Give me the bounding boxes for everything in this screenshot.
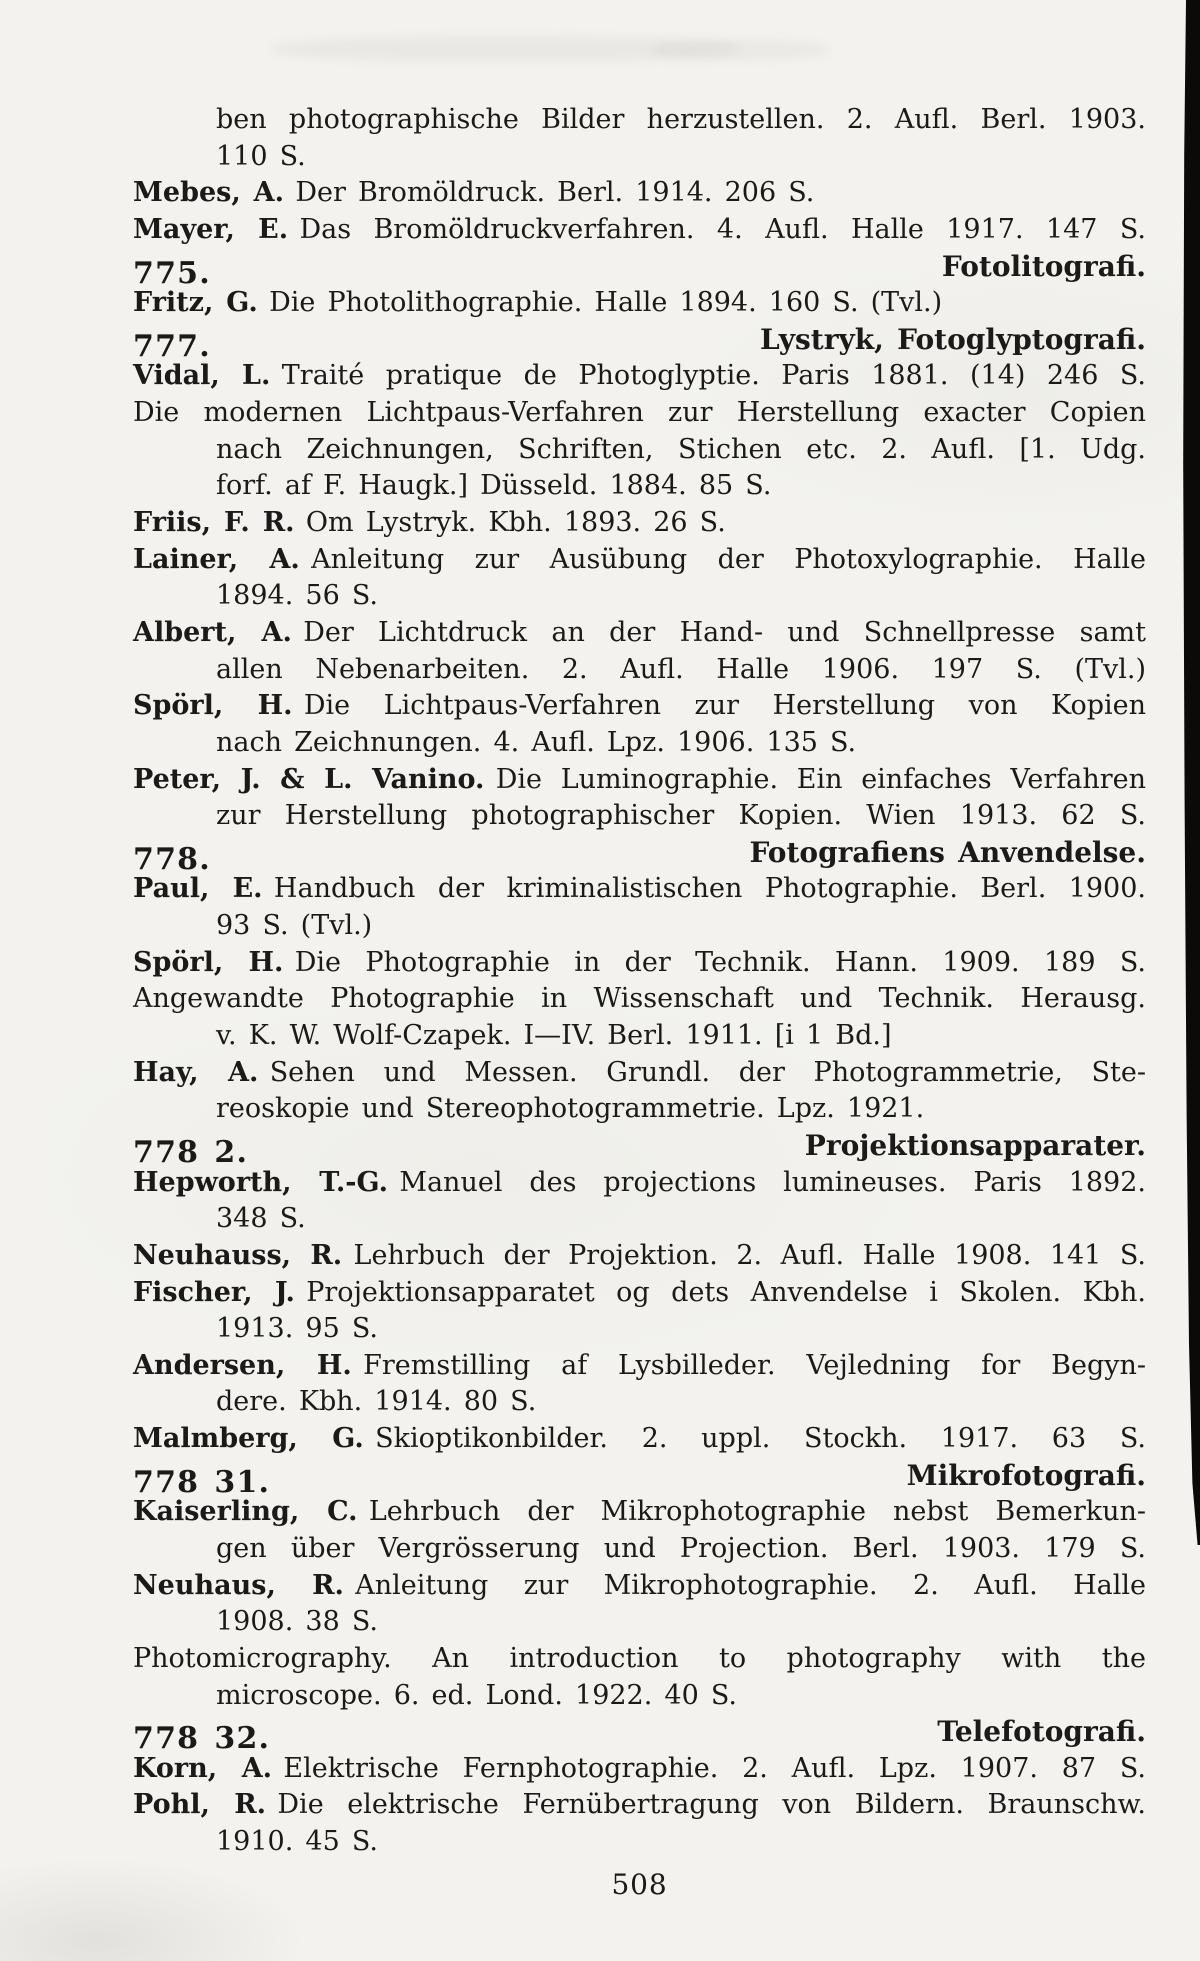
author-name: Neuhauss, R. (133, 1239, 343, 1271)
entry-text: Lehrbuch der Mikrophotographie nebst Bemerkun- (368, 1496, 1147, 1528)
entry-text: allen Nebenarbeiten. 2. Aufl. Halle 1906. 197 S. (Tvl.) (216, 653, 1146, 685)
entry-text: Manuel des projections lumineuses. Paris 1892. (399, 1166, 1146, 1198)
author-name: Andersen, H. (133, 1349, 352, 1381)
entry-line (133, 1421, 1146, 1458)
author-name: Lainer, A. (133, 543, 300, 575)
entry-continuation-line (133, 1531, 1146, 1568)
author-name: Fritz, G. (133, 287, 258, 319)
author-name: Fischer, J. (133, 1276, 295, 1308)
entry-line (133, 395, 1146, 432)
entry-line (133, 871, 1146, 908)
author-name: Kaiserling, C. (133, 1496, 358, 1528)
entry-text: 348 S. (216, 1203, 306, 1235)
entry-continuation-line (133, 139, 1146, 176)
entry-text: Die Photolithographie. Halle 1894. 160 S. (Tvl.) (269, 287, 943, 319)
page-number: 508 (611, 1868, 668, 1901)
entry-text: Der Bromöldruck. Berl. 1914. 206 S. (295, 177, 815, 209)
section-number: 778. (133, 841, 211, 877)
entry-text: Die Photographie in der Technik. Hann. 1909. 189 S. (294, 946, 1146, 978)
entry-text: dere. Kbh. 1914. 80 S. (216, 1386, 537, 1418)
entry-text: nach Zeichnungen, Schriften, Stichen etc. 2. Aufl. [1. Udg. (216, 433, 1146, 465)
entry-text: Fremstilling af Lysbilleder. Vejledning for Begyn- (363, 1349, 1146, 1381)
entry-continuation-line (133, 652, 1146, 689)
entry-text: Projektionsapparatet og dets Anvendelse i Skolen. Kbh. (306, 1276, 1146, 1308)
section-title: Telefotografi. (937, 1715, 1146, 1749)
entry-text: 1910. 45 S. (216, 1826, 378, 1858)
author-name: Pohl, R. (133, 1789, 267, 1821)
entry-continuation-line (133, 578, 1146, 615)
entry-text: Lehrbuch der Projektion. 2. Aufl. Halle 1908. 141 S. (353, 1239, 1146, 1271)
author-name: Paul, E. (133, 873, 263, 905)
entry-line (133, 1751, 1146, 1788)
section-title: Fotografiens Anvendelse. (749, 835, 1146, 869)
entry-text: gen über Vergrösserung und Projection. Berl. 1903. 179 S. (216, 1532, 1146, 1564)
bibliography-text-block (133, 102, 1146, 1861)
author-name: Peter, J. & L. Vanino. (133, 763, 485, 795)
entry-continuation-line (133, 1384, 1146, 1421)
section-heading-row (133, 835, 1146, 877)
entry-continuation-line (133, 1091, 1146, 1128)
entry-text: Skioptikonbilder. 2. uppl. Stockh. 1917. 63 S. (375, 1423, 1146, 1455)
entry-line (133, 358, 1146, 395)
entry-line (133, 945, 1146, 982)
section-title: Mikrofotografi. (906, 1458, 1146, 1492)
entry-line (133, 1165, 1146, 1202)
section-title: Projektionsapparater. (804, 1128, 1146, 1162)
entry-continuation-line (133, 468, 1146, 505)
entry-text: Handbuch der kriminalistischen Photographie. Berl. 1900. (273, 873, 1146, 905)
entry-continuation-line (133, 1604, 1146, 1641)
section-number: 778 31. (133, 1464, 271, 1500)
entry-text: reoskopie und Stereophotogrammetrie. Lpz. 1921. (216, 1093, 925, 1125)
entry-line (133, 1787, 1146, 1824)
entry-text: Die Luminographie. Ein einfaches Verfahren (495, 763, 1146, 795)
author-name: Vidal, L. (133, 360, 271, 392)
entry-line (133, 1348, 1146, 1385)
entry-text: zur Herstellung photographischer Kopien. Wien 1913. 62 S. (216, 800, 1146, 832)
entry-continuation-line (133, 1824, 1146, 1861)
entry-text: nach Zeichnungen. 4. Aufl. Lpz. 1906. 135 S. (216, 726, 857, 758)
entry-continuation-line (133, 102, 1146, 139)
author-name: Spörl, H. (133, 946, 284, 978)
entry-continuation-line (133, 1201, 1146, 1238)
entry-text: Angewandte Photographie in Wissenschaft und Technik. Herausg. (133, 983, 1146, 1015)
section-title: Lystryk, Fotoglyptografi. (760, 322, 1146, 356)
entry-continuation-line (133, 1018, 1146, 1055)
entry-line (133, 1641, 1146, 1678)
entry-text: Sehen und Messen. Grundl. der Photogrammetrie, Ste- (269, 1056, 1146, 1088)
author-name: Friis, F. R. (133, 507, 295, 539)
entry-text: 1913. 95 S. (216, 1313, 378, 1345)
entry-continuation-line (133, 1678, 1146, 1715)
entry-text: 1894. 56 S. (216, 580, 378, 612)
entry-line (133, 762, 1146, 799)
entry-continuation-line (133, 908, 1146, 945)
entry-line (133, 981, 1146, 1018)
entry-text: Die elektrische Fernübertragung von Bildern. Braunschw. (277, 1789, 1146, 1821)
entry-text: Photomicrography. An introduction to photography with the (133, 1642, 1146, 1674)
author-name: Mebes, A. (133, 177, 284, 209)
entry-text: 93 S. (Tvl.) (216, 910, 373, 942)
entry-text: Der Lichtdruck an der Hand- und Schnellpresse samt (303, 616, 1147, 648)
author-name: Hepworth, T.-G. (133, 1166, 388, 1198)
author-name: Albert, A. (133, 616, 292, 648)
entry-text: 1908. 38 S. (216, 1606, 378, 1638)
entry-continuation-line (133, 432, 1146, 469)
entry-text: Die modernen Lichtpaus-Verfahren zur Herstellung exacter Copien (133, 397, 1146, 429)
entry-text: 110 S. (216, 140, 306, 172)
section-number: 775. (133, 255, 211, 291)
author-name: Neuhaus, R. (133, 1569, 344, 1601)
entry-continuation-line (133, 1311, 1146, 1348)
entry-text: microscope. 6. ed. Lond. 1922. 40 S. (216, 1679, 737, 1711)
entry-line (133, 212, 1146, 249)
author-name: Spörl, H. (133, 690, 293, 722)
author-name: Hay, A. (133, 1056, 259, 1088)
entry-text: v. K. W. Wolf-Czapek. I—IV. Berl. 1911. [i 1 Bd.] (216, 1020, 892, 1052)
section-heading-row (133, 322, 1146, 364)
entry-line (133, 285, 1146, 322)
entry-text: ben photographische Bilder herzustellen. 2. Aufl. Berl. 1903. (216, 104, 1146, 135)
section-title: Fotolitografi. (941, 249, 1146, 283)
entry-text: Die Lichtpaus-Verfahren zur Herstellung von Kopien (303, 690, 1146, 722)
entry-text: Anleitung zur Ausübung der Photoxylographie. Halle (311, 543, 1146, 575)
section-heading-row (133, 249, 1146, 291)
entry-line (133, 1055, 1146, 1092)
entry-line (133, 1494, 1146, 1531)
entry-continuation-line (133, 725, 1146, 762)
section-heading-row (133, 1714, 1146, 1757)
entry-line (133, 615, 1146, 652)
entry-line (133, 1238, 1146, 1275)
entry-line (133, 542, 1146, 579)
entry-text: Traité pratique de Photoglyptie. Paris 1881. (14) 246 S. (281, 360, 1147, 392)
entry-text: Anleitung zur Mikrophotographie. 2. Aufl. Halle (355, 1569, 1146, 1601)
section-number: 778 2. (133, 1134, 249, 1170)
entry-line (133, 175, 1146, 212)
entry-line (133, 688, 1146, 725)
entry-line (133, 505, 1146, 542)
entry-text: Das Bromöldruckverfahren. 4. Aufl. Halle 1917. 147 S. (299, 213, 1146, 245)
entry-text: forf. af F. Haugk.] Düsseld. 1884. 85 S. (216, 470, 772, 502)
bleed-through-artifact (650, 40, 830, 60)
entry-line (133, 1568, 1146, 1605)
section-heading-row (133, 1458, 1146, 1500)
entry-text: Elektrische Fernphotographie. 2. Aufl. Lpz. 1907. 87 S. (283, 1752, 1146, 1784)
author-name: Korn, A. (133, 1752, 273, 1784)
binding-shadow (1180, 0, 1200, 1545)
entry-line (133, 1275, 1146, 1312)
author-name: Mayer, E. (133, 213, 289, 245)
author-name: Malmberg, G. (133, 1423, 364, 1455)
entry-continuation-line (133, 798, 1146, 835)
section-number: 777. (133, 328, 211, 364)
entry-text: Om Lystryk. Kbh. 1893. 26 S. (305, 507, 726, 539)
section-number: 778 32. (133, 1721, 271, 1757)
section-heading-row (133, 1128, 1146, 1170)
